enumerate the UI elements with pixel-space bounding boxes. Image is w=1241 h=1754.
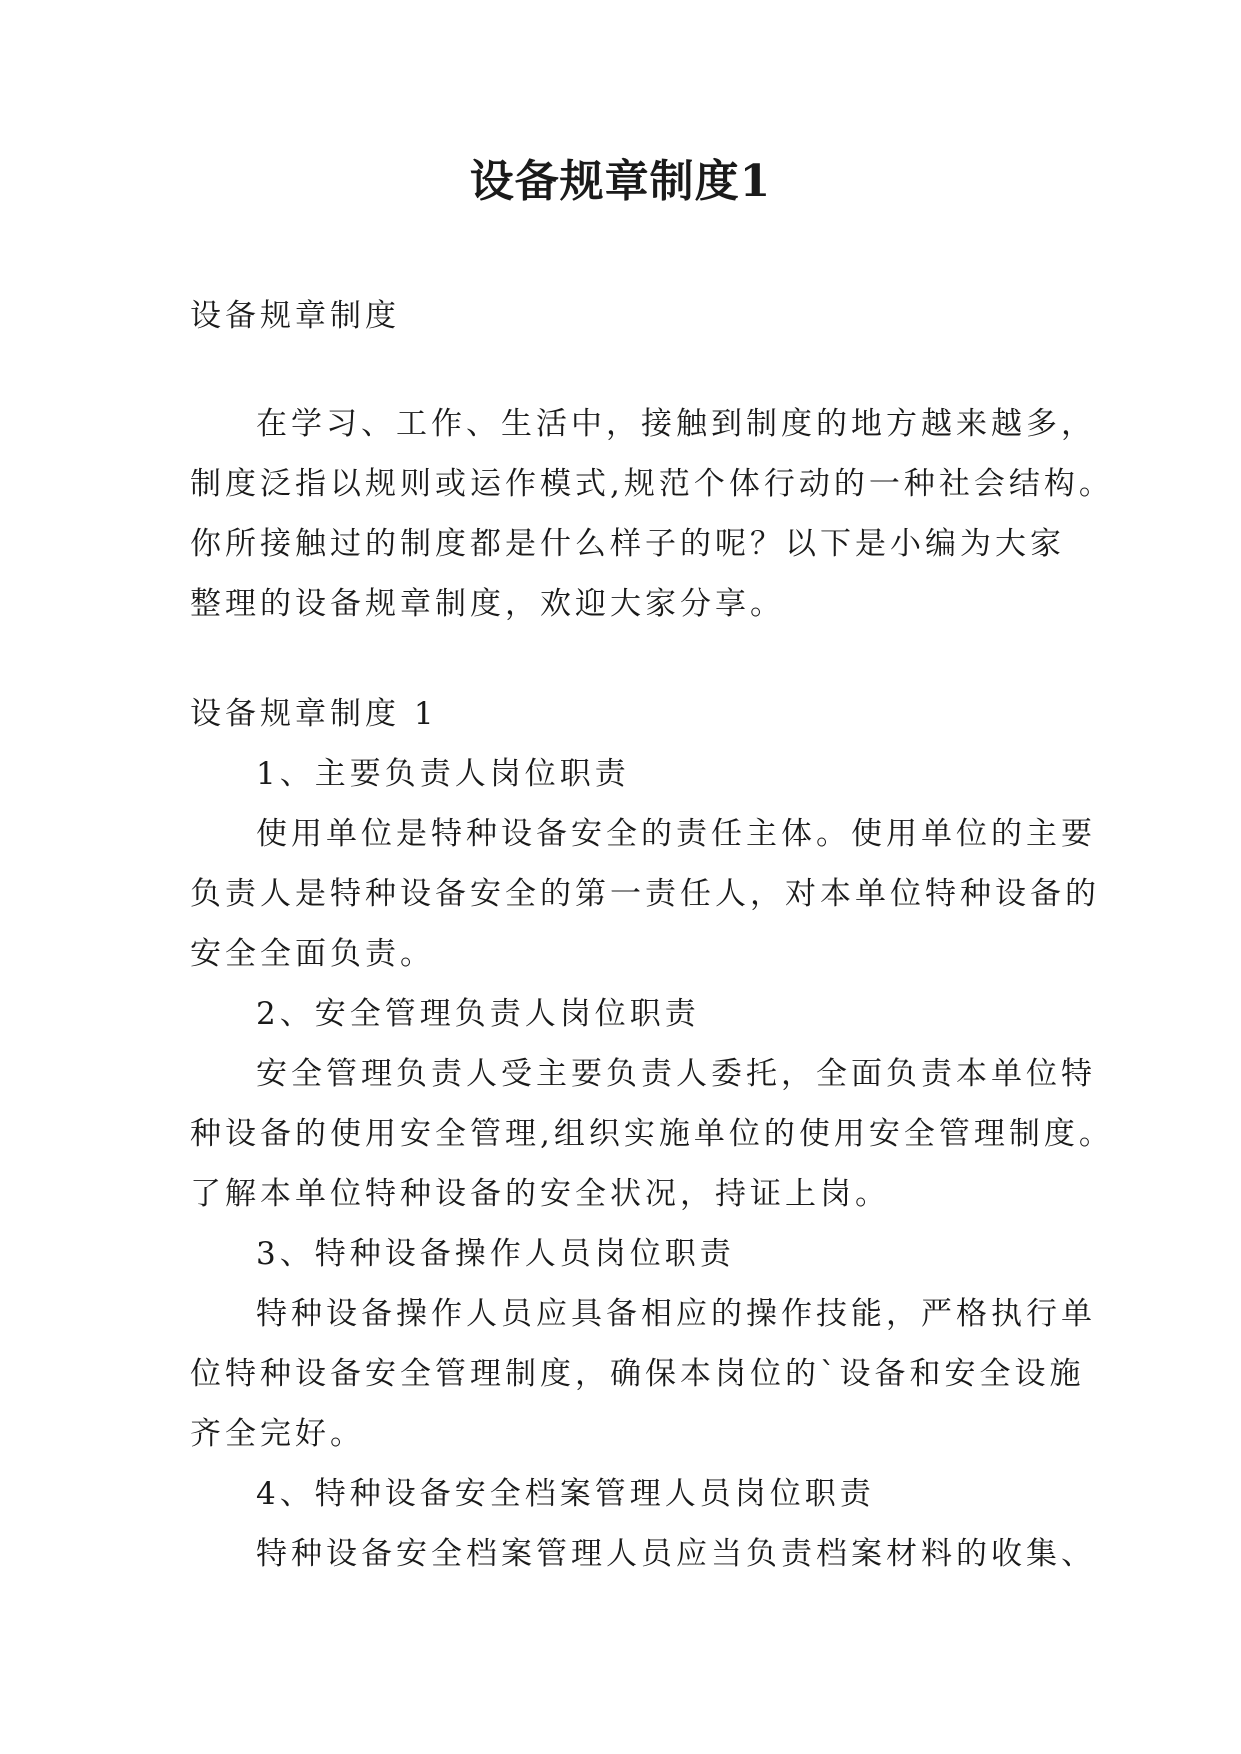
intro-line-4: 整理的设备规章制度，欢迎大家分享。 [190, 586, 785, 622]
item-3-line-3: 齐全完好。 [190, 1416, 365, 1452]
item-4-line-1: 特种设备安全档案管理人员应当负责档案材料的收集、 [256, 1536, 1096, 1572]
item-2-line-3: 了解本单位特种设备的安全状况，持证上岗。 [190, 1176, 890, 1212]
item-3-line-1: 特种设备操作人员应具备相应的操作技能，严格执行单 [256, 1296, 1096, 1332]
item-4-heading: 4、特种设备安全档案管理人员岗位职责 [256, 1476, 875, 1512]
item-1-line-2: 负责人是特种设备安全的第一责任人，对本单位特种设备的 [190, 876, 1100, 912]
intro-line-1: 在学习、工作、生活中，接触到制度的地方越来越多， [256, 406, 1096, 442]
intro-line-3: 你所接触过的制度都是什么样子的呢？以下是小编为大家 [190, 526, 1065, 562]
intro-line-2: 制度泛指以规则或运作模式,规范个体行动的一种社会结构。 [190, 466, 1114, 502]
item-1-line-3: 安全全面负责。 [190, 936, 435, 972]
document-subtitle: 设备规章制度 [190, 298, 400, 334]
item-1-heading: 1、主要负责人岗位职责 [256, 756, 630, 792]
item-3-heading: 3、特种设备操作人员岗位职责 [256, 1236, 735, 1272]
item-3-line-2: 位特种设备安全管理制度，确保本岗位的`设备和安全设施 [190, 1356, 1085, 1392]
item-1-line-1: 使用单位是特种设备安全的责任主体。使用单位的主要 [256, 816, 1096, 852]
item-2-line-1: 安全管理负责人受主要负责人委托，全面负责本单位特 [256, 1056, 1096, 1092]
item-2-heading: 2、安全管理负责人岗位职责 [256, 996, 700, 1032]
section-heading: 设备规章制度 1 [190, 696, 438, 732]
document-title: 设备规章制度1 [469, 156, 772, 207]
item-2-line-2: 种设备的使用安全管理,组织实施单位的使用安全管理制度。 [190, 1116, 1114, 1152]
